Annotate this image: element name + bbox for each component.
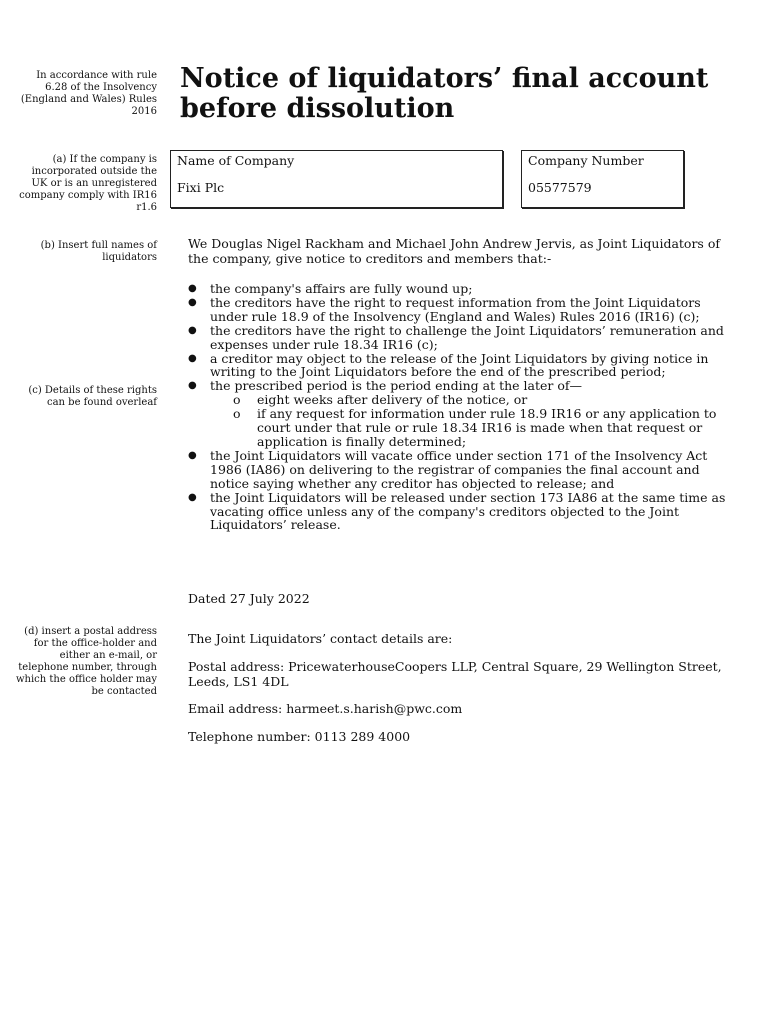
- list-item-text: a creditor may object to the release of the Joint Liquidators by giving notice in writing to the Joint Liquidators before the end of the prescribed period;: [210, 350, 709, 380]
- company-number-value: 05577579: [528, 180, 592, 195]
- bullet-icon: ●: [188, 296, 197, 308]
- note-c: (c) Details of these rights can be found overleaf: [28, 385, 157, 408]
- list-item-text: the creditors have the right to challenge the Joint Liquidators’ remuneration and expenses under rule 18.34 IR16 (c);: [210, 322, 724, 352]
- list-item: [188, 282, 733, 296]
- company-number-box: [521, 150, 684, 208]
- list-item: [188, 352, 733, 380]
- sub-list-item-text: if any request for information under rule 18.9 IR16 or any application to court under that rule or rule 18.34 IR16 is made when that request or application is finally determined;: [257, 406, 717, 449]
- list-item: [188, 379, 733, 449]
- sub-list-item: [210, 393, 733, 407]
- sub-bullet-icon: o: [233, 392, 241, 408]
- email-address: Email address: harmeet.s.harish@pwc.com: [188, 701, 463, 716]
- postal-address: Postal address: PricewaterhouseCoopers LLP, Central Square, 29 Wellington Street, Leeds, LS1 4DL: [188, 659, 722, 689]
- note-b: (b) Insert full names of liquidators: [40, 240, 157, 263]
- intro-paragraph: We Douglas Nigel Rackham and Michael John Andrew Jervis, as Joint Liquidators of the company, give notice to creditors and members that:-: [188, 236, 720, 266]
- page-title: Notice of liquidators’ final account before dissolution: [180, 63, 709, 124]
- company-number-label: Company Number: [528, 153, 644, 168]
- bullet-icon: ●: [188, 283, 197, 294]
- contact-heading: The Joint Liquidators’ contact details are:: [188, 631, 453, 646]
- list-item: [188, 491, 733, 533]
- list-item-text: the company's affairs are fully wound up;: [210, 281, 473, 296]
- note-a: (a) If the company is incorporated outside the UK or is an unregistered company comply with IR16 r1.6: [19, 154, 157, 213]
- sub-list-item: [210, 407, 733, 449]
- bullet-icon: ●: [188, 380, 197, 392]
- notice-list: [188, 282, 733, 532]
- sub-list: [210, 393, 733, 449]
- list-item: [188, 296, 733, 324]
- list-item-text: the Joint Liquidators will be released under section 173 IA86 at the same time as vacating office unless any of the company's creditors objected to the Joint Liquidators’ release.: [210, 489, 726, 533]
- rule-note: In accordance with rule 6.28 of the Insolvency (England and Wales) Rules 2016: [20, 70, 157, 117]
- sub-list-item-text: eight weeks after delivery of the notice, or: [257, 392, 528, 408]
- list-item-text: the Joint Liquidators will vacate office under section 171 of the Insolvency Act 1986 (IA86) on delivering to the registrar of companies the final account and notice saying whether any creditor has objected to release; and: [210, 447, 708, 491]
- list-item-text: the prescribed period is the period ending at the later of—: [210, 378, 582, 394]
- note-d: (d) insert a postal address for the office-holder and either an e-mail, or telephone number, through which the office holder may be contacted: [15, 626, 157, 697]
- company-name-value: Fixi Plc: [177, 180, 225, 195]
- bullet-icon: ●: [188, 449, 197, 461]
- sub-bullet-icon: o: [233, 406, 241, 422]
- bullet-icon: ●: [188, 491, 197, 503]
- dated-line: Dated 27 July 2022: [188, 591, 310, 606]
- bullet-icon: ●: [188, 324, 197, 336]
- list-item: [188, 449, 733, 491]
- company-name-box: [170, 150, 503, 208]
- telephone-number: Telephone number: 0113 289 4000: [188, 729, 411, 744]
- list-item-text: the creditors have the right to request information from the Joint Liquidators under rule 18.9 of the Insolvency (England and Wales) Rules 2016 (IR16) (c);: [210, 294, 701, 324]
- list-item: [188, 324, 733, 352]
- company-name-label: Name of Company: [177, 153, 295, 168]
- bullet-icon: ●: [188, 352, 197, 364]
